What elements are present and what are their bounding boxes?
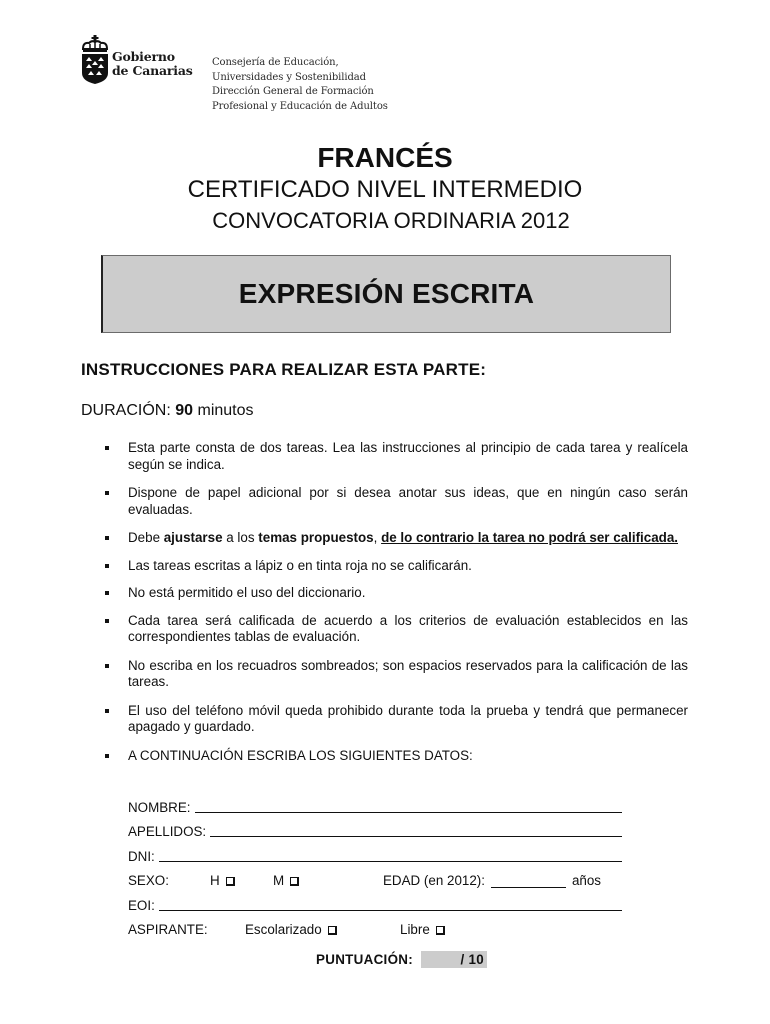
government-name-line2: de Canarias	[112, 63, 193, 78]
sexo-edad-row	[128, 864, 622, 889]
dni-field[interactable]	[159, 848, 622, 862]
bullet-square-icon	[105, 664, 109, 668]
bullet-square-icon	[105, 446, 109, 450]
bullet-square-icon	[105, 536, 109, 540]
instruction-item: Cada tarea será calificada de acuerdo a los criterios de evaluación establecidos en las correspondientes tablas de evaluación.	[104, 613, 688, 646]
checkbox-icon[interactable]	[328, 926, 337, 935]
bullet-square-icon	[105, 591, 109, 595]
exam-language-title: FRANCÉS	[317, 142, 453, 173]
sexo-option-h[interactable]: H	[210, 873, 273, 888]
score-box	[421, 951, 487, 968]
score-label: PUNTUACIÓN:	[316, 952, 414, 967]
nombre-row	[128, 790, 622, 815]
edad-label: EDAD (en 2012):	[383, 873, 485, 888]
duration-label: DURACIÓN:	[81, 402, 171, 419]
eoi-field[interactable]	[159, 897, 622, 911]
instruction-item: No está permitido el uso del diccionario.	[104, 585, 688, 602]
aspirante-row	[128, 913, 622, 938]
checkbox-icon[interactable]	[436, 926, 445, 935]
government-name	[112, 50, 193, 78]
aspirante-option-escolarizado[interactable]: Escolarizado	[245, 922, 400, 937]
score-max: / 10	[460, 952, 485, 967]
government-name-line1: Gobierno	[112, 49, 175, 64]
checkbox-icon[interactable]	[290, 877, 299, 886]
section-title-box	[101, 255, 671, 333]
instructions-heading: INSTRUCCIONES PARA REALIZAR ESTA PARTE:	[81, 360, 487, 379]
bullet-square-icon	[105, 564, 109, 568]
instruction-item: Las tareas escritas a lápiz o en tinta roja no se calificarán.	[104, 558, 688, 575]
instruction-item: Esta parte consta de dos tareas. Lea las instrucciones al principio de cada tarea y realícela según se indica.	[104, 440, 688, 473]
dni-label: DNI:	[128, 848, 155, 864]
apellidos-label: APELLIDOS:	[128, 824, 207, 839]
aspirante-option-libre[interactable]: Libre	[400, 922, 445, 937]
instruction-item: El uso del teléfono móvil queda prohibido durante toda la prueba y tendrá que permanecer apagado y guardado.	[104, 703, 688, 736]
score-area	[316, 951, 487, 968]
duration-value: 90	[175, 402, 194, 419]
exam-session-title: CONVOCATORIA ORDINARIA 2012	[212, 208, 570, 233]
department-line: Consejería de Educación,	[212, 57, 339, 68]
aspirante-label: ASPIRANTE:	[128, 922, 208, 937]
edad-field[interactable]	[491, 876, 566, 888]
certificate-level-title: CERTIFICADO NIVEL INTERMEDIO	[187, 176, 583, 203]
warning-underlined: de lo contrario la tarea no podrá ser calificada.	[381, 530, 678, 545]
edad-unit: años	[571, 873, 602, 888]
instruction-item-data-header: A CONTINUACIÓN ESCRIBA LOS SIGUIENTES DATOS:	[104, 748, 688, 765]
sexo-label: SEXO:	[128, 873, 169, 888]
instruction-item: No escriba en los recuadros sombreados; son espacios reservados para la calificación de las tareas.	[104, 658, 688, 691]
bullet-square-icon	[105, 754, 109, 758]
bullet-square-icon	[105, 619, 109, 623]
apellidos-row	[128, 815, 622, 840]
instruction-item-topics-warning: Debe ajustarse a los temas propuestos, de lo contrario la tarea no podrá ser calificada.	[104, 530, 688, 547]
department-line: Profesional y Educación de Adultos	[212, 100, 388, 112]
instructions-list	[104, 440, 688, 764]
instruction-item: Dispone de papel adicional por si desea anotar sus ideas, que en ningún caso serán evaluadas.	[104, 485, 688, 518]
nombre-field[interactable]	[195, 799, 623, 813]
eoi-row	[128, 888, 622, 913]
nombre-label: NOMBRE:	[128, 799, 191, 815]
checkbox-icon[interactable]	[226, 877, 235, 886]
sexo-option-m[interactable]: M	[273, 873, 383, 888]
section-title: EXPRESIÓN ESCRITA	[238, 278, 535, 309]
gobierno-canarias-coat-of-arms-icon	[80, 35, 110, 85]
duration-unit: minutos	[197, 402, 254, 419]
bullet-square-icon	[105, 709, 109, 713]
department-line: Universidades y Sostenibilidad	[212, 71, 366, 83]
department-info	[212, 56, 388, 114]
eoi-label: EOI:	[128, 897, 155, 913]
personal-data-form	[128, 790, 622, 937]
dni-row	[128, 839, 622, 864]
department-line: Dirección General de Formación	[212, 86, 374, 97]
duration	[81, 401, 254, 421]
apellidos-field[interactable]	[210, 823, 622, 837]
bullet-square-icon	[105, 491, 109, 495]
